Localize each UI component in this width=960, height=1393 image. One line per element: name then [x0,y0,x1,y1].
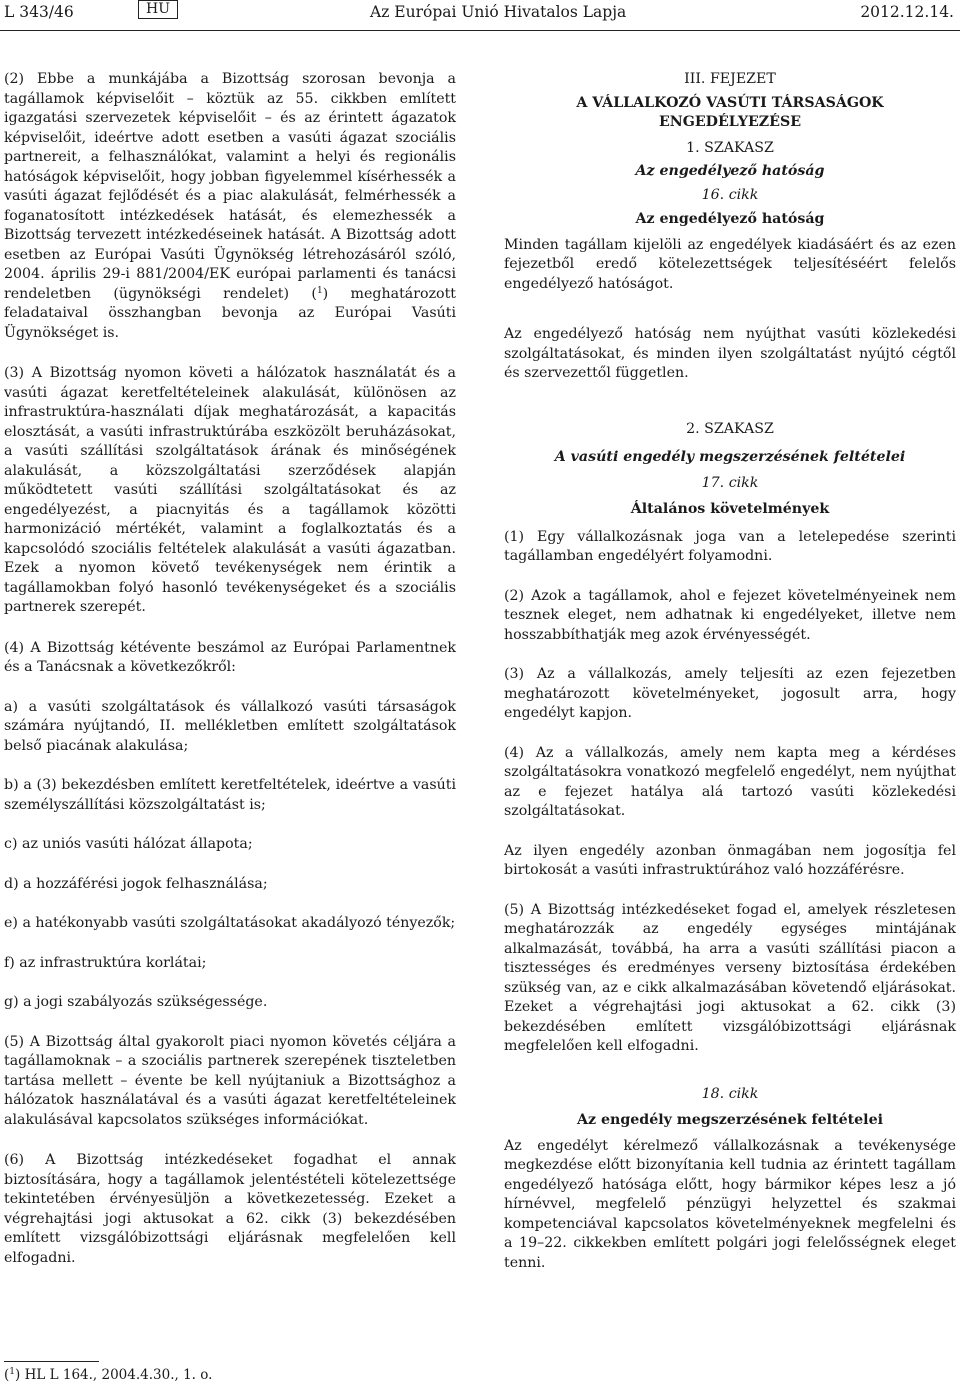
footnote: ($^1$) HL L 164., 2004.4.30., 1. o. [4,1367,213,1383]
article-18-paragraph-1: Az engedélyt kérelmező vállalkozásnak a tevékenysége megkezdése előtt bizonyítania kell tudnia az érintett tagállam engedélyező hatósága előtt, hogy bármikor képes lesz a jó hírnévvel, megfelelő pénzügyi helyzettel és szakmai kompetenciával kapcsolatos követelményeknek megfelelni és a 19–22. cikkekben említett polgári jogi felelősségnek eleget tenni. [504,1137,956,1271]
chapter-title: A VÁLLALKOZÓ VASÚTI TÁRSASÁGOK ENGEDÉLYEZÉSE [576,94,884,130]
paragraph-4: (4) A Bizottság kétévente beszámol az Európai Parlamentnek és a Tanácsnak a következőkről: [4,639,456,675]
article-17-paragraph-4b: Az ilyen engedély azonban önmagában nem jogosítja fel birtokosát a vasúti infrastruktúrához való hozzáférésre. [504,842,956,878]
article-16-number: 16. cikk [701,186,759,203]
footnote-ref: 1 [316,285,323,296]
paragraph-5: (5) A Bizottság által gyakorolt piaci nyomon követés céljára a tagállamoknak – a szociális partnerek szerepének tiszteletben tartása mellett – évente be kell nyújtaniuk a Bizottsághoz a hálózatok használatával és a vasúti ágazat keretfeltételeinek alakulásával kapcsolatos szükséges információkat. [4,1033,456,1128]
footnote-rule [4,1361,99,1362]
article-17-paragraph-5: (5) A Bizottság intézkedéseket fogad el, amelyek részletesen meghatározzák az engedély egységes mintájának alkalmazását, továbbá, ha arra a vasúti szállítási piacon a tisztességes és eredményes verseny biztosítása érdekében szükség van, az e cikk alkalmazásában követendő eljárásokat. Ezeket a végrehajtási jogi aktusokat a 62. cikk (3) bekezdésében említett vizsgálóbizottsági eljárásnak megfelelően kell elfogadni. [504,901,956,1054]
article-17-paragraph-3: (3) Az a vállalkozás, amely teljesíti az ezen fejezetben meghatározott követelményeket, jogosult arra, hogy engedélyt kapjon. [504,666,956,721]
list-item-e: e) a hatékonyabb vasúti szolgáltatásokat akadályozó tényezők; [4,915,456,931]
article-17-paragraph-1: (1) Egy vállalkozásnak joga van a letelepedése szerinti tagállamban engedélyért folyamodni. [504,528,956,564]
paragraph-6: (6) A Bizottság intézkedéseket fogadhat el annak biztosítására, hogy a tagállamok jelentéstételi kötelezettsége tekintetében érvényesüljön a következetesség. Ezeket a végrehajtási jogi aktusokat a 62. cikk (3) bekezdésében említett vizsgálóbizottsági eljárásnak megfelelően kell elfogadni. [4,1152,456,1266]
left-column [4,70,456,1268]
list-item-g: g) a jogi szabályozás szükségessége. [4,994,268,1010]
article-17-title: Általános követelmények [630,501,830,517]
footnote-mark: 1 [9,1367,16,1377]
article-17-paragraph-2: (2) Azok a tagállamok, ahol e fejezet követelményeinek nem tesznek eleget, nem adhatnak ki engedélyeket, illetve nem hosszabbíthatják meg azok érvényességét. [504,587,956,643]
list-item-c: c) az uniós vasúti hálózat állapota; [4,836,253,852]
paragraph-2: (2) Ebbe a munkájába a Bizottság szorosan bevonja a tagállamok képviselőit – köztük az 55. cikkben említett igazgatási szervezetek képviselőit – és az érintett ágazatok képviselőit, ideértve adott esetben a vasúti ágazat szociális partnereit, a felhasználókat, valamint a helyi és regionális hatóságok képviselőit, hogy jobban figyelemmel kísérhessék a vasúti ágazat fejlődését és a piac alakulását, felmérhessék a foganatosított intézkedések hatását, és elemezhessék a Bizottság tervezett intézkedéseinek hatását. A Bizottság adott esetben az Európai Vasúti Ügynökség létrehozásáról szóló, 2004. április 29-i 881/2004/EK európai parlamenti és tanácsi rendeletben (ügynökségi rendelet) ($^1$) meghatározott feladataival összhangban bevonja az Európai Vasúti Ügynökséget is. [4,71,456,341]
list-item-a: a) a vasúti szolgáltatások és vállalkozó vasúti társaságok számára nyújtandó, II. mellékletben említett szolgáltatások belső piacának alakulása; [4,698,456,754]
chapter-number: III. FEJEZET [684,71,776,87]
list-item-d: d) a hozzáférési jogok felhasználása; [4,875,268,892]
section-2-number: 2. SZAKASZ [686,420,774,437]
article-17-number: 17. cikk [701,474,759,491]
page-header [0,0,960,28]
page-number: L 343/46 [4,3,74,21]
article-16-paragraph-2: Az engedélyező hatóság nem nyújthat vasúti közlekedési szolgáltatásokat, és minden ilyen szolgáltatást nyújtó cégtől és szervezettől független. [504,326,956,381]
list-item-b: b) a (3) bekezdésben említett keretfeltételek, ideértve a vasúti személyszállítási közszolgáltatást is; [4,777,456,813]
section-2-title: A vasúti engedély megszerzésének feltételei [554,449,906,465]
section-1-number: 1. SZAKASZ [686,139,774,156]
article-16-paragraph-1: Minden tagállam kijelöli az engedélyek kiadásáért és az ezen fejezetből eredő kötelezettségek teljesítéséért felelős engedélyező hatóságot. [504,236,956,292]
list-item-f: f) az infrastruktúra korlátai; [4,954,207,971]
header-rule [0,30,960,31]
footnote-text: HL L 164., 2004.4.30., 1. o. [24,1367,213,1383]
paragraph-3: (3) A Bizottság nyomon követi a hálózatok használatát és a vasúti ágazat keretfeltételeinek alakulását, különösen az infrastruktúra-használati díjak meghatározását, a kapacitás elosztását, a vasúti infrastruktúrába eszközölt beruházásokat, a vasúti szállítási szolgáltatások árának és minőségének alakulását, a közszolgáltatási szerződések alapján működtetett vasúti szállítási szolgáltatásokat és az engedélyezést, a piacnyitás és a tagállamok közötti harmonizáció mértékét, valamint a foglalkoztatás és a kapcsolódó szociális feltételek alakulását a vasúti ágazatban. Ezek a nyomon követő tevékenységek nem érintik a tagállamokban folyó hasonló tevékenységeket és a szociális partnerek szerepét. [4,365,456,615]
language-badge: HU [138,0,178,19]
journal-title: Az Európai Unió Hivatalos Lapja [370,3,627,21]
section-1-title: Az engedélyező hatóság [635,163,825,179]
article-18-number: 18. cikk [701,1085,759,1102]
article-17-paragraph-4: (4) Az a vállalkozás, amely nem kapta meg a kérdéses szolgáltatásokra vonatkozó megfelelő engedélyt, nem nyújthat az e fejezet hatálya alá tartozó vasúti közlekedési szolgáltatásokat. [504,744,956,819]
article-16-title: Az engedélyező hatóság [635,211,825,227]
publication-date: 2012.12.14. [860,3,954,21]
article-18-title: Az engedély megszerzésének feltételei [576,1112,883,1128]
right-column [504,70,956,1273]
